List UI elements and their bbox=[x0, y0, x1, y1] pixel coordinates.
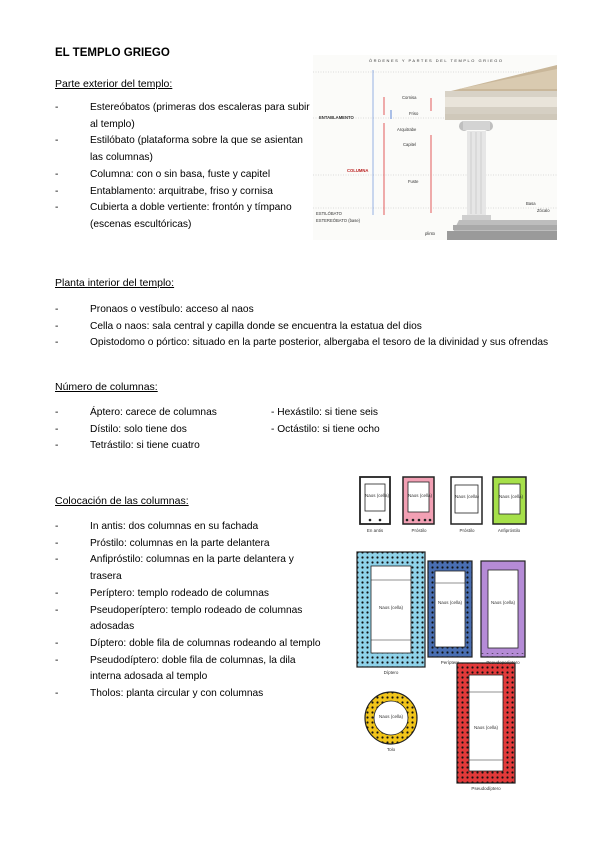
list-item: - Áptero: carece de columnas bbox=[55, 405, 275, 422]
label-fuste: Fuste bbox=[408, 179, 419, 184]
temple-parts-diagram bbox=[313, 55, 557, 240]
list-item: - Tetrástilo: si tiene cuatro bbox=[55, 438, 275, 455]
label-basa: Basa bbox=[526, 201, 536, 206]
list-item: - Pronaos o vestíbulo: acceso al naos bbox=[55, 302, 555, 319]
section-heading-colocacion: Colocación de las columnas: bbox=[55, 495, 189, 507]
list-item: - Próstilo: columnas en la parte delantera bbox=[55, 536, 322, 553]
caption-pseudodiptero: Pseudodíptero bbox=[471, 786, 501, 791]
list-item: - Dístilo: solo tiene dos bbox=[55, 422, 275, 439]
list-item: - Cubierta a doble vertiente: frontón y tímpano (escenas escultóricas) bbox=[55, 200, 317, 233]
list-colocacion bbox=[55, 519, 322, 703]
naos-label: Naos (cella) bbox=[378, 605, 403, 610]
label-arquitrabe: Arquitrabe bbox=[397, 127, 417, 132]
plan-prostilo bbox=[403, 477, 434, 524]
label-cornisa: Cornisa bbox=[402, 95, 417, 100]
list-item: - Octástilo: si tiene ocho bbox=[271, 423, 380, 435]
section-heading-numero: Número de columnas: bbox=[55, 381, 158, 393]
list-item: - Períptero: templo rodeado de columnas bbox=[55, 586, 322, 603]
naos-label: Naos (cella) bbox=[365, 493, 390, 498]
list-item: - Anfipróstilo: columnas en la parte delantera y trasera bbox=[55, 552, 322, 585]
label-estilobato: ESTILÓBATO bbox=[316, 211, 342, 216]
label-entablamento: ENTABLAMENTO bbox=[319, 115, 354, 120]
list-item: - Cella o naos: sala central y capilla donde se encuentra la estatua del dios bbox=[55, 319, 555, 336]
caption-in-antis: En antis bbox=[366, 528, 384, 533]
label-plinto: plinto bbox=[425, 231, 436, 236]
floor-plans-figure bbox=[345, 470, 560, 795]
label-friso: Friso bbox=[409, 111, 419, 116]
plan-in-antis bbox=[360, 477, 390, 524]
list-interior bbox=[55, 302, 555, 352]
list-item: - Pseudodíptero: doble fila de columnas, la dila interna adosada al templo bbox=[55, 653, 322, 686]
plan-anfiprostilo-color bbox=[493, 477, 526, 524]
list-item: - Estilóbato (plataforma sobre la que se asientan las columnas) bbox=[55, 133, 317, 166]
list-item: - Columna: con o sin basa, fuste y capitel bbox=[55, 167, 317, 184]
section-heading-exterior: Parte exterior del templo: bbox=[55, 78, 173, 90]
label-columna: COLUMNA bbox=[347, 168, 369, 173]
caption-pseudoperiptero: Pseudoperíptero bbox=[486, 660, 520, 665]
caption-periptero: Períptero bbox=[440, 660, 460, 665]
list-item: - Hexástilo: si tiene seis bbox=[271, 407, 379, 418]
list-item: - Pseudoperíptero: templo rodeado de columnas adosadas bbox=[55, 603, 322, 636]
caption-diptero: Díptero bbox=[383, 670, 399, 675]
naos-label: Naos (cella) bbox=[408, 493, 433, 498]
floor-plans-graphic bbox=[345, 470, 560, 795]
naos-label: Naos (cella) bbox=[499, 494, 524, 499]
diagram-header: ÓRDENES Y PARTES DEL TEMPLO GRIEGO bbox=[369, 58, 504, 63]
naos-label: Naos (cella) bbox=[378, 714, 403, 719]
caption-anfiprostilo: Anfipróstilo bbox=[497, 528, 521, 533]
caption-tholos: Tolo bbox=[386, 747, 396, 752]
list-item: - In antis: dos columnas en su fachada bbox=[55, 519, 322, 536]
naos-label: Naos (cella) bbox=[490, 600, 515, 605]
plan-anfiprostilo bbox=[451, 477, 482, 524]
naos-label: Naos (cella) bbox=[473, 725, 498, 730]
section-heading-interior: Planta interior del templo: bbox=[55, 277, 175, 289]
caption-prostilo-2: Próstilo bbox=[459, 528, 475, 533]
list-item: - Entablamento: arquitrabe, friso y cornisa bbox=[55, 184, 317, 201]
list-item: - Tholos: planta circular y con columnas bbox=[55, 686, 322, 703]
plan-periptero bbox=[428, 561, 472, 657]
plan-pseudoperiptero bbox=[481, 561, 525, 657]
temple-diagram-graphic bbox=[313, 55, 557, 240]
naos-label: Naos (cella) bbox=[437, 600, 462, 605]
label-capitel: Capitel bbox=[403, 142, 417, 147]
label-estereobato: ESTEREÓBATO (base) bbox=[316, 218, 361, 223]
page-title: EL TEMPLO GRIEGO bbox=[55, 47, 170, 59]
list-numero-right bbox=[271, 405, 380, 438]
naos-label: Naos (cella) bbox=[455, 494, 480, 499]
list-item: - Opistodomo o pórtico: situado en la parte posterior, albergaba el tesoro de la divinidad y sus ofrendas bbox=[55, 335, 555, 352]
plan-pseudodiptero bbox=[457, 663, 515, 783]
label-zocalo: Zócalo bbox=[537, 208, 550, 213]
caption-prostilo: Próstilo bbox=[411, 528, 427, 533]
list-exterior bbox=[55, 100, 317, 234]
list-item: - Díptero: doble fila de columnas rodeando al templo bbox=[55, 636, 322, 653]
list-numero-left bbox=[55, 405, 275, 455]
list-item: - Estereóbatos (primeras dos escaleras para subir al templo) bbox=[55, 100, 317, 133]
